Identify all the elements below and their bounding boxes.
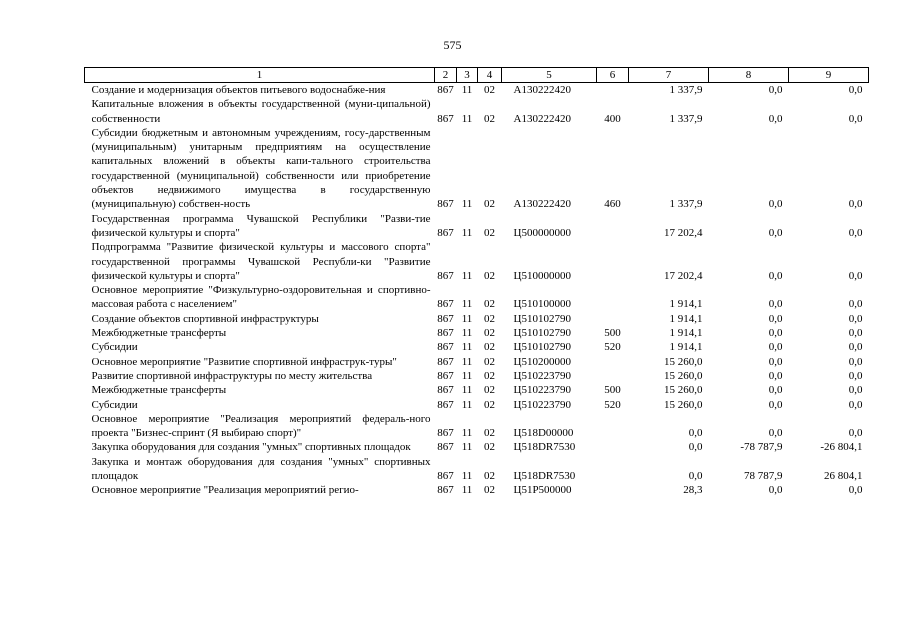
cell-section: 11 [461, 384, 473, 397]
cell-change-2: 0,0 [848, 327, 863, 340]
cell-expense-type [597, 312, 629, 326]
cell-amount: 1 337,9 [669, 112, 703, 125]
cell-target-article: Ц51P500000 [513, 484, 572, 497]
cell-change-2: 0,0 [848, 298, 863, 311]
cell-subsection: 02 [484, 484, 495, 497]
table-row [85, 369, 869, 383]
cell-ministry: 867 [437, 470, 454, 483]
cell-change-1: 0,0 [768, 427, 783, 440]
column-header-7: 7 [629, 68, 709, 83]
page-number: 575 [443, 38, 462, 52]
cell-target-article: Ц500000000 [513, 226, 571, 239]
cell-change-1: 0,0 [768, 84, 783, 96]
cell-expense-type [597, 212, 629, 241]
table-row [85, 455, 869, 484]
cell-target-article: Ц510102790 [513, 341, 571, 354]
column-header-1: 1 [85, 68, 435, 83]
cell-amount: 28,3 [683, 484, 703, 497]
cell-section: 11 [461, 369, 473, 382]
row-name: Основное мероприятие "Развитие спортивной инфраструк-туры" [91, 355, 397, 368]
cell-expense-type: 500 [604, 384, 621, 397]
cell-change-1: -78 787,9 [740, 441, 783, 454]
cell-section: 11 [461, 427, 473, 440]
cell-subsection: 02 [484, 427, 495, 440]
row-name: Субсидии [91, 398, 138, 411]
cell-ministry: 867 [437, 484, 454, 497]
cell-section: 11 [461, 341, 473, 354]
cell-expense-type: 520 [604, 341, 621, 354]
table-row [85, 312, 869, 326]
cell-change-1: 0,0 [768, 398, 783, 411]
table-row [85, 340, 869, 354]
cell-change-1: 0,0 [768, 484, 783, 497]
row-name: Подпрограмма "Развитие физической культуры и массового спорта" государственной программы Чувашской Республи-ки "Развитие физической культуры и спорта" [91, 241, 431, 282]
table-row [85, 97, 869, 126]
cell-target-article: Ц510102790 [513, 312, 571, 325]
table-row [85, 355, 869, 369]
cell-section: 11 [461, 198, 473, 211]
cell-ministry: 867 [437, 369, 454, 382]
cell-amount: 1 337,9 [669, 198, 703, 211]
cell-subsection: 02 [484, 384, 495, 397]
cell-target-article: А130222420 [513, 198, 571, 211]
cell-amount: 0,0 [688, 441, 703, 454]
cell-ministry: 867 [437, 312, 454, 325]
cell-ministry: 867 [437, 384, 454, 397]
cell-ministry: 867 [437, 441, 454, 454]
cell-expense-type: 460 [604, 198, 621, 211]
cell-ministry: 867 [437, 112, 454, 125]
cell-target-article: А130222420 [513, 84, 571, 96]
cell-subsection: 02 [484, 398, 495, 411]
cell-target-article: Ц518DR7530 [513, 441, 576, 454]
cell-target-article: Ц510100000 [513, 298, 571, 311]
table-row [85, 212, 869, 241]
cell-change-1: 0,0 [768, 112, 783, 125]
row-name: Основное мероприятие "Реализация мероприятий федераль-ного проекта "Бизнес-спринт (Я выбираю спорт)" [91, 412, 431, 440]
column-header-3: 3 [457, 68, 478, 83]
row-name: Субсидии бюджетным и автономным учреждениям, госу-дарственным (муниципальным) унитарным предприятиям на осуществление капитальных вложений в объекты капи-тального строительства государственной (муниципальной) собственности или приобретение объектов недвижимого имущества в государственную (муниципальную) собствен-ность [91, 126, 431, 211]
cell-ministry: 867 [437, 198, 454, 211]
cell-section: 11 [461, 112, 473, 125]
cell-target-article: А130222420 [513, 112, 571, 125]
row-name: Основное мероприятие "Физкультурно-оздоровительная и спортивно-массовая работа с населением" [91, 284, 431, 311]
row-name: Закупка и монтаж оборудования для создания "умных" спортивных площадок [91, 455, 431, 483]
cell-expense-type: 520 [604, 398, 621, 411]
cell-section: 11 [461, 327, 473, 340]
budget-table [84, 67, 869, 498]
cell-target-article: Ц510223790 [513, 398, 571, 411]
cell-change-2: 0,0 [848, 484, 863, 497]
cell-expense-type: 400 [604, 112, 621, 125]
cell-amount: 17 202,4 [664, 269, 703, 282]
cell-target-article: Ц510223790 [513, 384, 571, 397]
cell-amount: 1 914,1 [669, 312, 703, 325]
cell-expense-type [597, 240, 629, 283]
column-header-6: 6 [597, 68, 629, 83]
cell-change-2: 0,0 [848, 398, 863, 411]
cell-amount: 1 914,1 [669, 327, 703, 340]
cell-subsection: 02 [484, 298, 495, 311]
cell-change-1: 0,0 [768, 384, 783, 397]
cell-amount: 15 260,0 [664, 355, 703, 368]
cell-subsection: 02 [484, 441, 495, 454]
row-name: Развитие спортивной инфраструктуры по месту жительства [91, 369, 373, 382]
cell-change-1: 0,0 [768, 369, 783, 382]
cell-target-article: Ц510000000 [513, 269, 571, 282]
table-row [85, 383, 869, 397]
cell-amount: 1 914,1 [669, 298, 703, 311]
row-name: Межбюджетные трансферты [91, 327, 227, 340]
cell-change-2: 0,0 [848, 312, 863, 325]
cell-ministry: 867 [437, 269, 454, 282]
cell-change-2: 0,0 [848, 341, 863, 354]
cell-subsection: 02 [484, 355, 495, 368]
cell-amount: 1 337,9 [669, 84, 703, 96]
cell-subsection: 02 [484, 312, 495, 325]
cell-subsection: 02 [484, 327, 495, 340]
table-row [85, 440, 869, 454]
cell-expense-type [597, 412, 629, 441]
cell-expense-type [597, 283, 629, 312]
cell-amount: 15 260,0 [664, 369, 703, 382]
cell-change-1: 0,0 [768, 355, 783, 368]
cell-subsection: 02 [484, 470, 495, 483]
row-name: Основное мероприятие "Реализация мероприятий регио- [91, 484, 359, 497]
cell-section: 11 [461, 398, 473, 411]
row-name: Создание объектов спортивной инфраструктуры [91, 312, 319, 325]
cell-ministry: 867 [437, 398, 454, 411]
cell-subsection: 02 [484, 84, 495, 96]
cell-section: 11 [461, 441, 473, 454]
row-name: Закупка оборудования для создания "умных" спортивных площадок [91, 441, 411, 454]
cell-section: 11 [461, 312, 473, 325]
cell-change-1: 0,0 [768, 226, 783, 239]
column-header-8: 8 [709, 68, 789, 83]
table-row [85, 483, 869, 497]
cell-expense-type [597, 369, 629, 383]
cell-change-1: 78 787,9 [744, 470, 783, 483]
cell-section: 11 [461, 298, 473, 311]
cell-target-article: Ц510200000 [513, 355, 571, 368]
table-row [85, 83, 869, 98]
cell-subsection: 02 [484, 112, 495, 125]
cell-amount: 15 260,0 [664, 384, 703, 397]
cell-change-2: 0,0 [848, 226, 863, 239]
cell-change-2: 0,0 [848, 112, 863, 125]
cell-subsection: 02 [484, 198, 495, 211]
cell-change-1: 0,0 [768, 298, 783, 311]
cell-change-2: 0,0 [848, 84, 863, 96]
cell-change-1: 0,0 [768, 312, 783, 325]
cell-target-article: Ц518DR7530 [513, 470, 576, 483]
header-row [85, 68, 869, 83]
cell-amount: 0,0 [688, 470, 703, 483]
cell-section: 11 [461, 84, 473, 96]
cell-expense-type [597, 440, 629, 454]
table-row [85, 283, 869, 312]
cell-section: 11 [461, 484, 473, 497]
cell-ministry: 867 [437, 298, 454, 311]
cell-ministry: 867 [437, 226, 454, 239]
cell-section: 11 [461, 355, 473, 368]
table-row [85, 398, 869, 412]
cell-change-2: 0,0 [848, 269, 863, 282]
row-name: Создание и модернизация объектов питьевого водоснабже-ния [91, 84, 386, 96]
cell-section: 11 [461, 470, 473, 483]
row-name: Субсидии [91, 341, 138, 354]
cell-ministry: 867 [437, 327, 454, 340]
cell-section: 11 [461, 269, 473, 282]
cell-change-1: 0,0 [768, 269, 783, 282]
cell-expense-type [597, 83, 629, 98]
cell-ministry: 867 [437, 427, 454, 440]
table-row [85, 126, 869, 212]
column-header-5: 5 [502, 68, 597, 83]
cell-target-article: Ц510223790 [513, 369, 571, 382]
cell-change-2: -26 804,1 [820, 441, 863, 454]
cell-amount: 0,0 [688, 427, 703, 440]
cell-ministry: 867 [437, 341, 454, 354]
cell-change-2: 0,0 [848, 369, 863, 382]
cell-change-2: 26 804,1 [824, 470, 863, 483]
cell-expense-type [597, 355, 629, 369]
cell-change-2: 0,0 [848, 384, 863, 397]
cell-expense-type [597, 455, 629, 484]
column-header-2: 2 [435, 68, 457, 83]
cell-subsection: 02 [484, 341, 495, 354]
row-name: Капитальные вложения в объекты государственной (муни-ципальной) собственности [91, 98, 431, 125]
table-row [85, 326, 869, 340]
cell-amount: 1 914,1 [669, 341, 703, 354]
cell-expense-type [597, 483, 629, 497]
row-name: Межбюджетные трансферты [91, 384, 227, 397]
column-header-9: 9 [789, 68, 869, 83]
cell-amount: 17 202,4 [664, 226, 703, 239]
row-name: Государственная программа Чувашской Республики "Разви-тие физической культуры и спорта" [91, 212, 431, 239]
cell-change-2: 0,0 [848, 355, 863, 368]
cell-change-2: 0,0 [848, 198, 863, 211]
cell-subsection: 02 [484, 269, 495, 282]
table-row [85, 240, 869, 283]
cell-subsection: 02 [484, 369, 495, 382]
cell-target-article: Ц518D00000 [513, 427, 574, 440]
column-header-4: 4 [478, 68, 502, 83]
cell-change-1: 0,0 [768, 341, 783, 354]
cell-change-1: 0,0 [768, 198, 783, 211]
cell-section: 11 [461, 226, 473, 239]
cell-change-2: 0,0 [848, 427, 863, 440]
cell-ministry: 867 [437, 355, 454, 368]
cell-subsection: 02 [484, 226, 495, 239]
cell-amount: 15 260,0 [664, 398, 703, 411]
table-row [85, 412, 869, 441]
cell-expense-type: 500 [604, 327, 621, 340]
cell-target-article: Ц510102790 [513, 327, 571, 340]
cell-ministry: 867 [437, 84, 454, 96]
cell-change-1: 0,0 [768, 327, 783, 340]
